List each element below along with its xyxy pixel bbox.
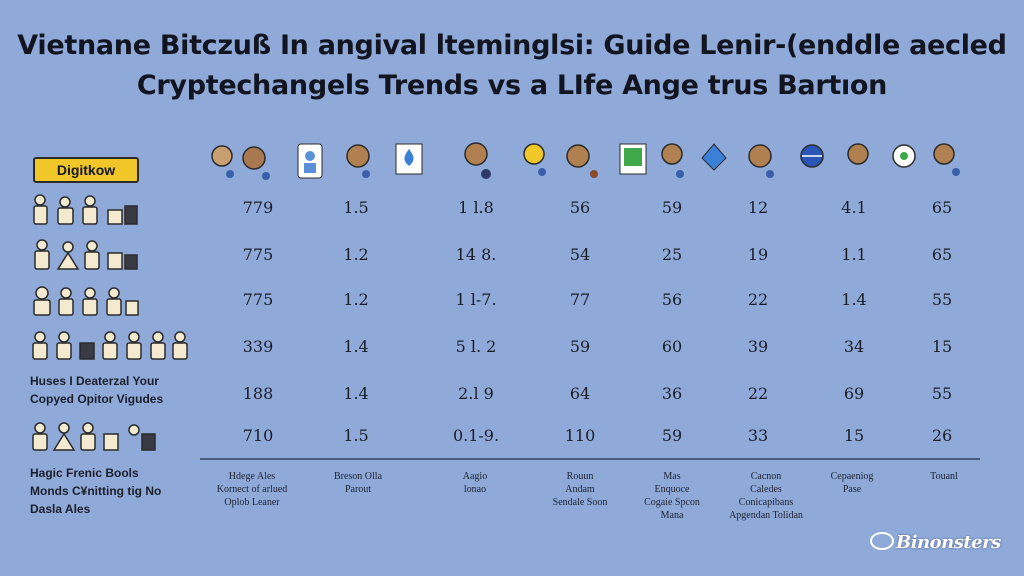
table-cell: 12 [747,198,769,217]
table-cell: 69 [843,384,865,403]
column-footer-line: Hdege Ales [228,471,276,482]
table-cell: 19 [747,245,769,264]
people-group-icon [30,237,140,275]
chart-icon [616,140,656,186]
table-baseline [200,458,980,460]
table-cell: 1.1 [841,245,867,264]
table-cell: 56 [569,198,591,217]
table-cell: 25 [661,245,683,264]
column-footer-line: Oplob Leaner [224,497,280,508]
table-cell: 775 [242,290,274,309]
coin-icon [460,140,500,186]
side-caption-2 [30,464,161,518]
table-cell: 55 [931,290,953,309]
column-footer [298,470,418,496]
table-cell: 1.4 [343,384,369,403]
table-cell: 779 [242,198,274,217]
table-cell: 188 [242,384,274,403]
coin-icons [844,140,964,186]
people-group-icon [30,283,140,321]
column-footer-line: Enquoce [654,484,690,495]
table-cell: 59 [661,426,683,445]
column-footer-line: Aagio [462,471,488,482]
column-footer-line: Pase [842,484,862,495]
column-footer-line: Breson Olla [333,471,383,482]
column-footer-line: lonao [463,484,487,495]
table-cell: 54 [569,245,591,264]
column-footer-line: Touanl [930,471,958,482]
side-caption-1 [30,372,163,408]
table-cell: 60 [661,337,683,356]
table-cell: 110 [564,426,596,445]
people-group-icon [30,418,160,456]
column-footer-line: Cepaeniog [830,471,874,482]
table-cell: 5 l. 2 [455,337,497,356]
coin-icon [340,140,380,186]
drop-icon [392,140,432,186]
side-caption-line: Huses I Deaterzal Your [30,374,159,388]
table-cell: 22 [747,290,769,309]
table-cell: 1.4 [841,290,867,309]
table-cell: 1.2 [343,245,369,264]
side-caption-line: Dasla Ales [30,502,91,516]
table-cell: 15 [931,337,953,356]
table-cell: 0.1-9. [452,426,500,445]
table-cell: 26 [931,426,953,445]
table-cell: 1.5 [343,198,369,217]
table-cell: 33 [747,426,769,445]
brand-badge: Digitkow [33,157,139,183]
table-cell: 65 [931,245,953,264]
table-cell: 710 [242,426,274,445]
table-cell: 1.5 [343,426,369,445]
table-cell: 1 l-7. [455,290,497,309]
column-footer-line: Mas [663,471,681,482]
column-footer-line: Cogaie Spcon [644,497,700,508]
column-footer-line: Kornect of arlued [216,484,288,495]
column-footer-line: Rouun [566,471,594,482]
coin-icons [208,140,278,186]
person-icon [292,140,332,186]
column-footer [884,470,1004,483]
column-footer-line: Andam [565,484,595,495]
column-footer-line: Sendale Soon [552,497,608,508]
people-group-icon [30,327,195,365]
page-title: Vietnane Bitczuß In angival lteminglsi: Guide Lenir-(enddle aecled [17,30,1007,61]
column-footer-line: Mana [660,510,684,521]
coin-icons [658,140,738,186]
table-cell: 1.4 [343,337,369,356]
table-cell: 775 [242,245,274,264]
side-caption-line: Copyed Opitor Vigudes [30,392,164,406]
column-footer [415,470,535,496]
table-cell: 4.1 [841,198,867,217]
column-footer-line: Cacnon [750,471,782,482]
table-cell: 14 8. [455,245,497,264]
column-footer [192,470,312,509]
column-footer-line: Caledes [750,484,782,495]
table-cell: 2.l 9 [458,384,494,403]
logo-text: Binonsters [896,532,1001,553]
table-cell: 59 [661,198,683,217]
table-cell: 77 [569,290,591,309]
side-caption-line: Hagic Frenic Bools [30,466,139,480]
table-cell: 15 [843,426,865,445]
people-group-icon [30,192,140,230]
table-cell: 1 l.8 [458,198,494,217]
side-caption-line: Monds C¥nitting tig No [30,484,162,498]
column-footer-line: Apgendan Tolidan [729,510,803,521]
table-cell: 39 [747,337,769,356]
table-cell: 339 [242,337,274,356]
table-cell: 64 [569,384,591,403]
table-cell: 36 [661,384,683,403]
page-subtitle: Cryptechangels Trends vs a LIfe Ange trus Bartıon [136,70,888,101]
table-cell: 34 [843,337,865,356]
table-cell: 59 [569,337,591,356]
table-cell: 56 [661,290,683,309]
table-cell: 55 [931,384,953,403]
watermark-logo [870,532,1001,553]
coin-icons [520,140,610,186]
table-cell: 65 [931,198,953,217]
column-footer-line: Conicapibans [738,497,794,508]
column-footer-line: Parout [344,484,372,495]
table-cell: 22 [747,384,769,403]
globe-icon [796,140,836,186]
coin-icon [744,140,784,186]
table-cell: 1.2 [343,290,369,309]
